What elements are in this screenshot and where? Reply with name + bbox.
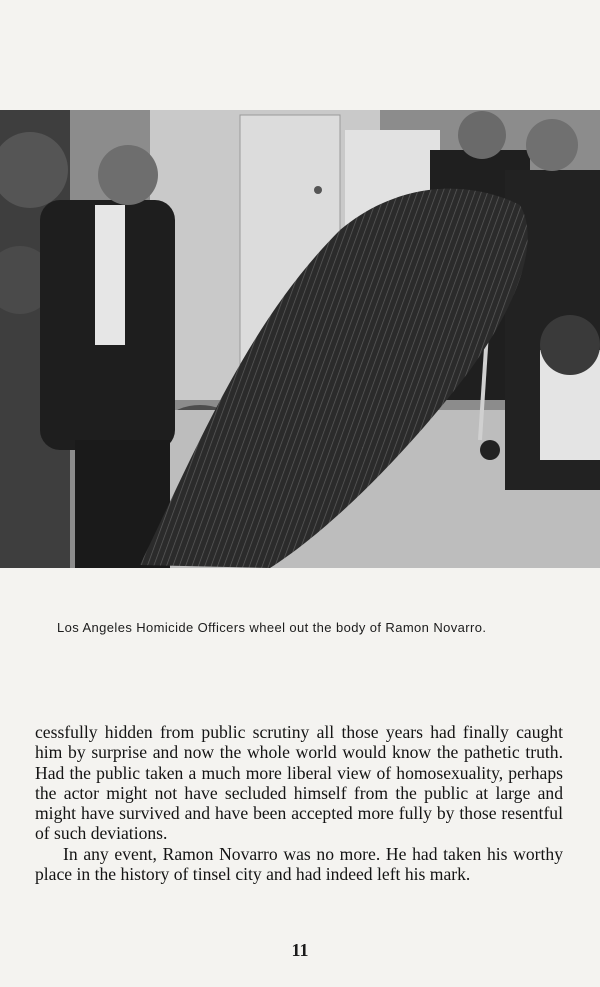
paragraph-1: cessfully hidden from public scrutiny all those years had finally caught him by surprise and now the whole world would know the pathetic truth. Had the public taken a much more liberal view of homosexuality, perhaps the actor might not have secluded himself from the public at large and might have survived and have been accepted more fully by those resentful of such deviations. xyxy=(35,722,563,844)
page-number: 11 xyxy=(291,940,309,960)
paragraph-2: In any event, Ramon Novarro was no more. He had taken his worthy place in the history of tinsel city and had indeed left his mark. xyxy=(35,843,563,885)
door-knob xyxy=(314,186,322,194)
officer-left-head xyxy=(98,145,158,205)
photo-illustration xyxy=(0,110,600,568)
body-text xyxy=(35,722,563,884)
news-photo xyxy=(0,110,600,568)
photo-caption: Los Angeles Homicide Officers wheel out the body of Ramon Novarro. xyxy=(57,620,487,635)
